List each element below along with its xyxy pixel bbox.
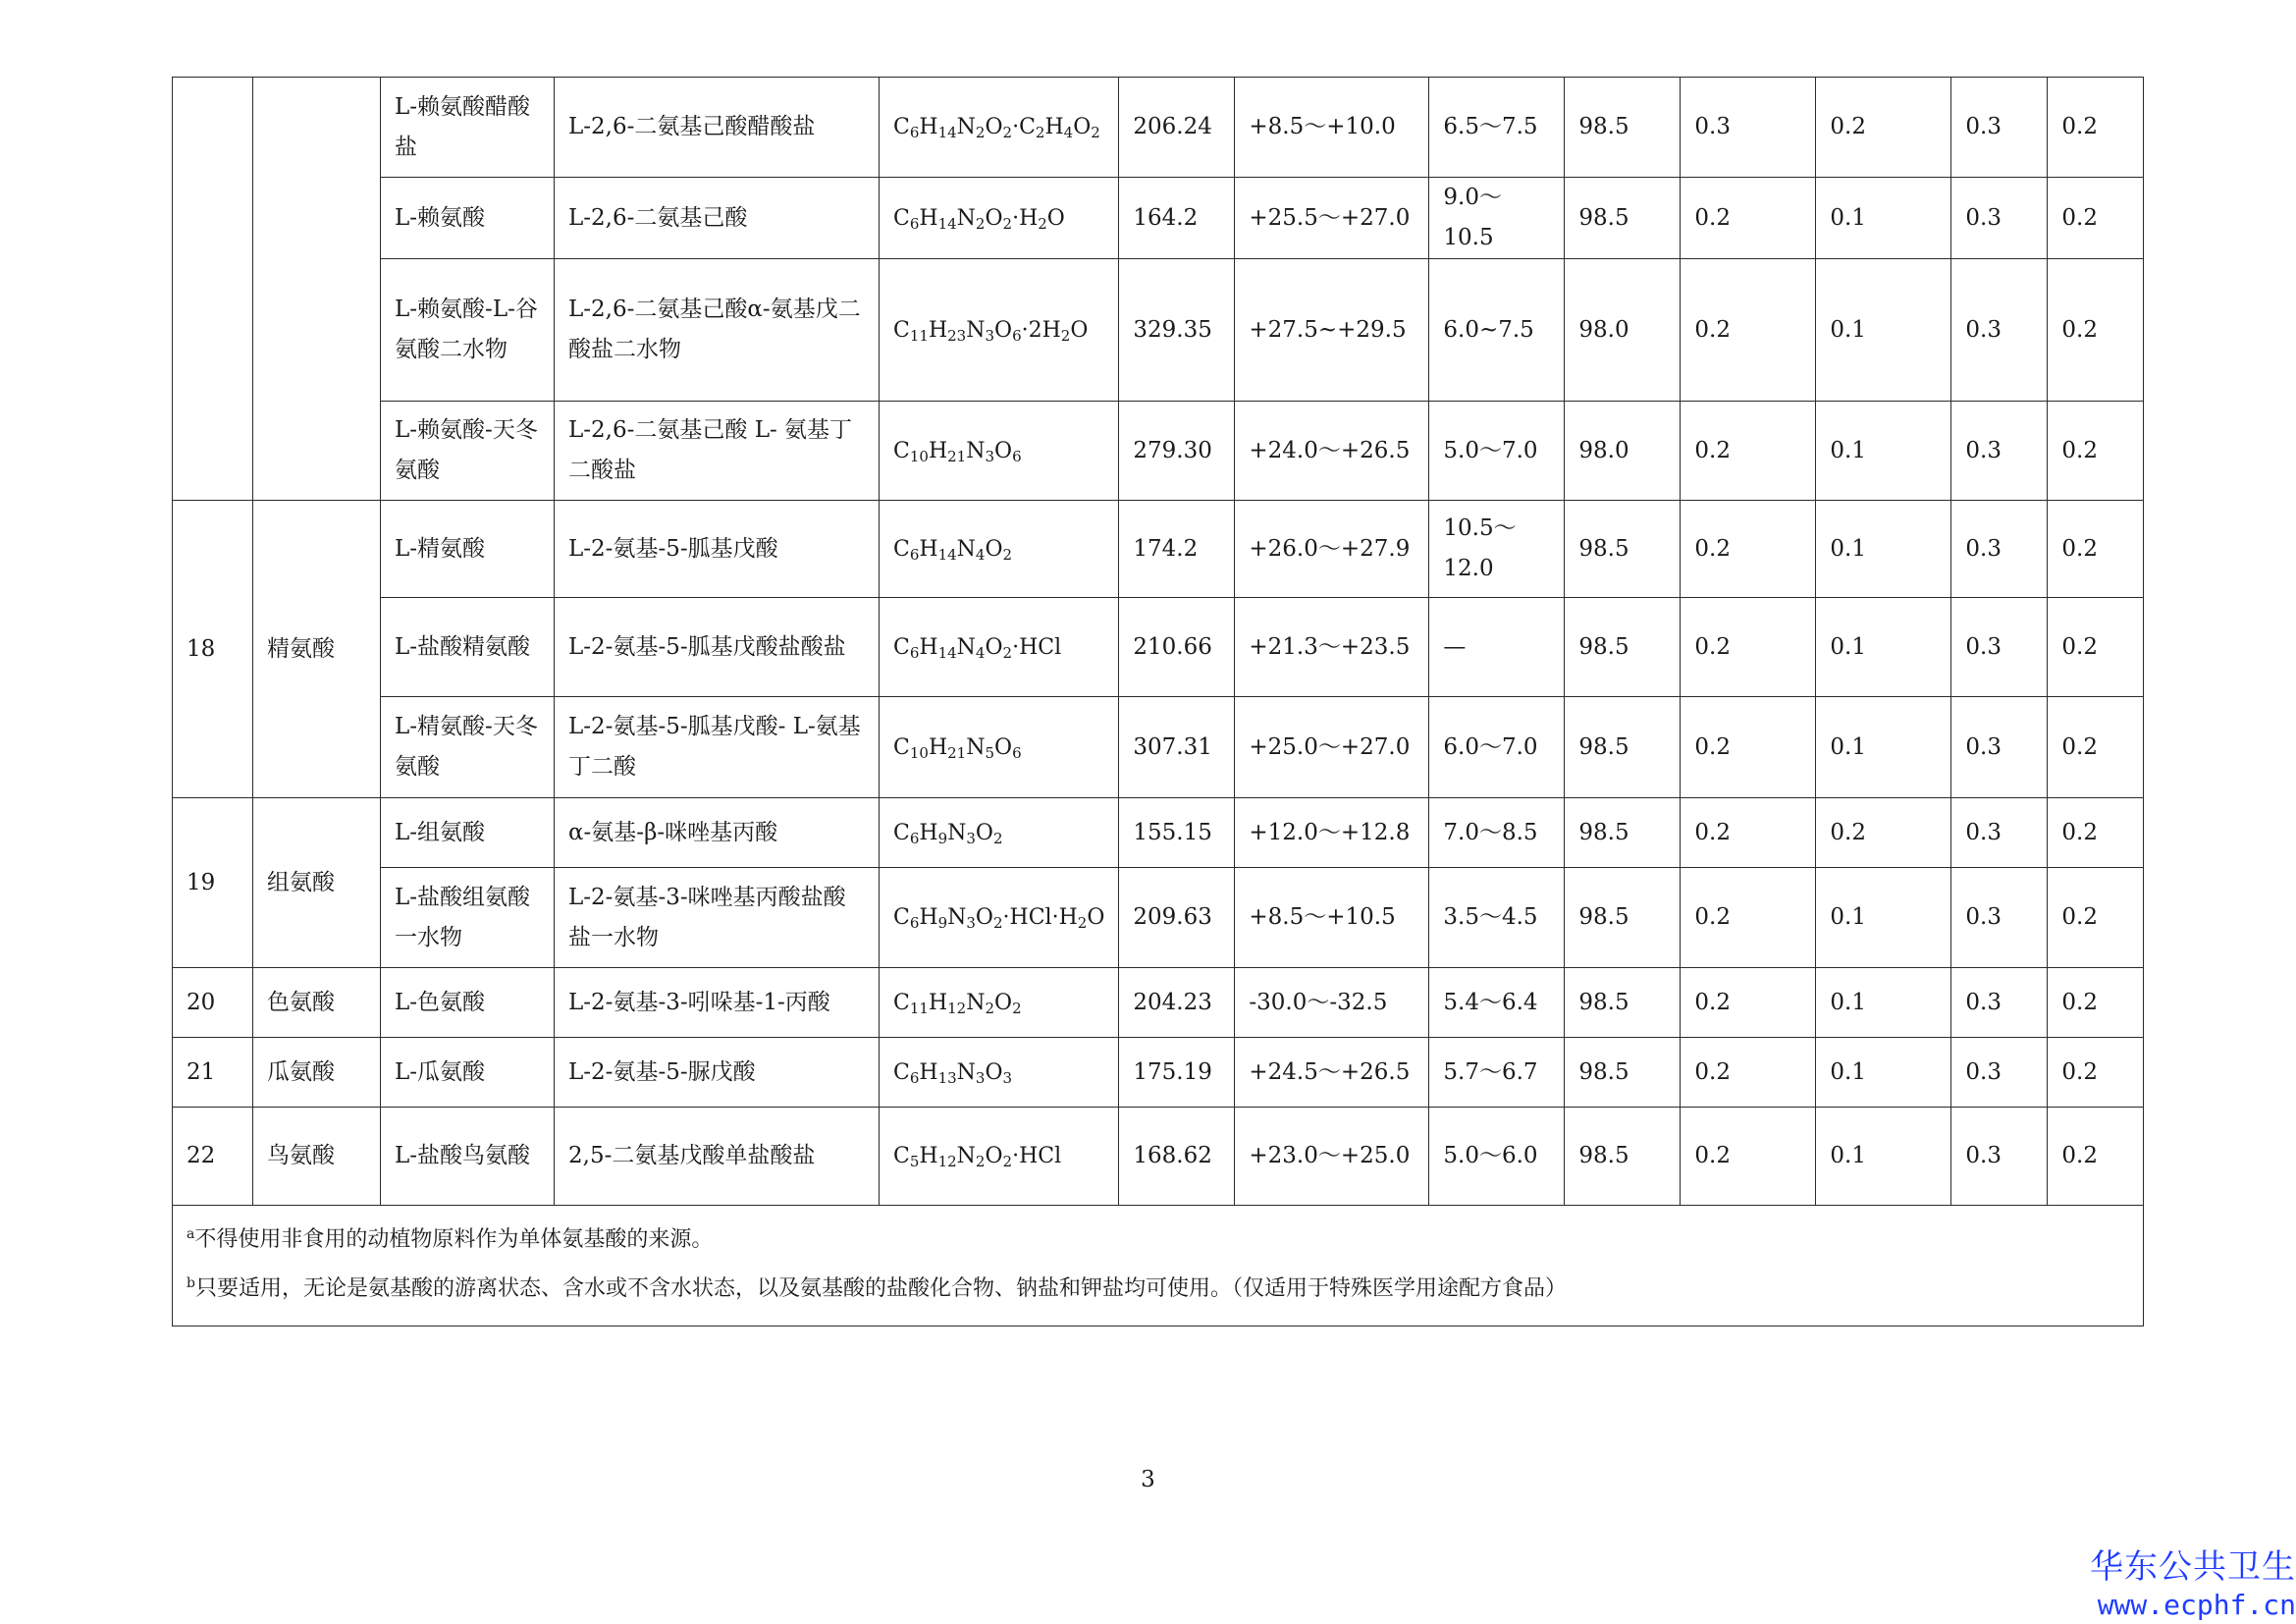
compound-name: L-赖氨酸-天冬氨酸 bbox=[381, 402, 555, 501]
watermark-url: www.ecphf.cn bbox=[2097, 1589, 2296, 1621]
specific-rotation: +24.5～+26.5 bbox=[1235, 1038, 1429, 1108]
compound-name: L-赖氨酸-L-谷氨酸二水物 bbox=[381, 259, 555, 402]
assay: 98.0 bbox=[1565, 259, 1681, 402]
formula: $C_5H_{12}N_2O_2\cdot HCl$ bbox=[880, 1108, 1119, 1206]
limit-1: 0.2 bbox=[1681, 259, 1816, 402]
limit-3: 0.3 bbox=[1951, 798, 2048, 868]
limit-1: 0.2 bbox=[1681, 968, 1816, 1038]
assay: 98.5 bbox=[1565, 78, 1681, 178]
limit-4: 0.2 bbox=[2048, 178, 2144, 259]
specific-rotation: +26.0～+27.9 bbox=[1235, 501, 1429, 598]
category-cell bbox=[253, 78, 381, 501]
chemical-name: L-2-氨基-5-胍基戊酸- L-氨基丁二酸 bbox=[555, 697, 880, 798]
limit-2: 0.1 bbox=[1816, 697, 1951, 798]
assay: 98.5 bbox=[1565, 798, 1681, 868]
limit-4: 0.2 bbox=[2048, 868, 2144, 968]
ph-range: — bbox=[1429, 598, 1565, 697]
limit-2: 0.1 bbox=[1816, 868, 1951, 968]
limit-2: 0.1 bbox=[1816, 402, 1951, 501]
limit-3: 0.3 bbox=[1951, 968, 2048, 1038]
limit-4: 0.2 bbox=[2048, 259, 2144, 402]
footnote-b-marker: b bbox=[187, 1275, 195, 1291]
limit-2: 0.2 bbox=[1816, 78, 1951, 178]
limit-2: 0.1 bbox=[1816, 1108, 1951, 1206]
specific-rotation: +24.0～+26.5 bbox=[1235, 402, 1429, 501]
footnote-cell bbox=[173, 1206, 2144, 1326]
assay: 98.5 bbox=[1565, 968, 1681, 1038]
category-cell: 鸟氨酸 bbox=[253, 1108, 381, 1206]
limit-1: 0.2 bbox=[1681, 1038, 1816, 1108]
table-row bbox=[173, 968, 2144, 1038]
limit-1: 0.2 bbox=[1681, 501, 1816, 598]
amino-acid-spec-table bbox=[172, 77, 2144, 1326]
limit-2: 0.1 bbox=[1816, 259, 1951, 402]
compound-name: L-赖氨酸醋酸盐 bbox=[381, 78, 555, 178]
limit-1: 0.2 bbox=[1681, 798, 1816, 868]
limit-4: 0.2 bbox=[2048, 1108, 2144, 1206]
limit-3: 0.3 bbox=[1951, 1038, 2048, 1108]
limit-3: 0.3 bbox=[1951, 259, 2048, 402]
formula: $C_{11}H_{23}N_3O_6\cdot 2H_2O$ bbox=[880, 259, 1119, 402]
footnote-a-marker: a bbox=[187, 1226, 195, 1242]
limit-1: 0.2 bbox=[1681, 178, 1816, 259]
formula: $C_{10}H_{21}N_3O_6$ bbox=[880, 402, 1119, 501]
chemical-name: L-2,6-二氨基己酸醋酸盐 bbox=[555, 78, 880, 178]
table-row bbox=[173, 1038, 2144, 1108]
ph-range: 5.0～7.0 bbox=[1429, 402, 1565, 501]
limit-2: 0.1 bbox=[1816, 1038, 1951, 1108]
assay: 98.5 bbox=[1565, 697, 1681, 798]
molecular-weight: 210.66 bbox=[1119, 598, 1235, 697]
limit-2: 0.1 bbox=[1816, 968, 1951, 1038]
limit-2: 0.1 bbox=[1816, 178, 1951, 259]
limit-1: 0.2 bbox=[1681, 868, 1816, 968]
specific-rotation: +8.5～+10.0 bbox=[1235, 78, 1429, 178]
footnote-a bbox=[187, 1216, 2129, 1265]
chemical-name: 2,5-二氨基戊酸单盐酸盐 bbox=[555, 1108, 880, 1206]
formula: $C_6H_{14}N_4O_2\cdot HCl$ bbox=[880, 598, 1119, 697]
category-cell: 精氨酸 bbox=[253, 501, 381, 798]
assay: 98.0 bbox=[1565, 402, 1681, 501]
chemical-name: L-2,6-二氨基己酸 L- 氨基丁二酸盐 bbox=[555, 402, 880, 501]
assay: 98.5 bbox=[1565, 178, 1681, 259]
limit-3: 0.3 bbox=[1951, 697, 2048, 798]
formula: $C_6H_{14}N_2O_2\cdot H_2O$ bbox=[880, 178, 1119, 259]
molecular-weight: 209.63 bbox=[1119, 868, 1235, 968]
compound-name: L-精氨酸 bbox=[381, 501, 555, 598]
assay: 98.5 bbox=[1565, 501, 1681, 598]
molecular-weight: 175.19 bbox=[1119, 1038, 1235, 1108]
compound-name: L-盐酸组氨酸一水物 bbox=[381, 868, 555, 968]
chemical-name: L-2-氨基-3-吲哚基-1-丙酸 bbox=[555, 968, 880, 1038]
limit-4: 0.2 bbox=[2048, 697, 2144, 798]
limit-4: 0.2 bbox=[2048, 501, 2144, 598]
limit-3: 0.3 bbox=[1951, 868, 2048, 968]
ph-range: 3.5～4.5 bbox=[1429, 868, 1565, 968]
category-cell: 组氨酸 bbox=[253, 798, 381, 968]
compound-name: L-盐酸精氨酸 bbox=[381, 598, 555, 697]
row-number-cell: 21 bbox=[173, 1038, 253, 1108]
watermark-title: 华东公共卫生 bbox=[2090, 1547, 2296, 1587]
page-number: 3 bbox=[1141, 1467, 1155, 1492]
limit-1: 0.3 bbox=[1681, 78, 1816, 178]
assay: 98.5 bbox=[1565, 868, 1681, 968]
molecular-weight: 164.2 bbox=[1119, 178, 1235, 259]
table-body bbox=[173, 78, 2144, 1326]
limit-3: 0.3 bbox=[1951, 598, 2048, 697]
limit-1: 0.2 bbox=[1681, 1108, 1816, 1206]
compound-name: L-组氨酸 bbox=[381, 798, 555, 868]
table-row bbox=[173, 798, 2144, 868]
molecular-weight: 307.31 bbox=[1119, 697, 1235, 798]
ph-range: 10.5～12.0 bbox=[1429, 501, 1565, 598]
specific-rotation: +23.0～+25.0 bbox=[1235, 1108, 1429, 1206]
chemical-name: α-氨基-β-咪唑基丙酸 bbox=[555, 798, 880, 868]
row-number-cell: 20 bbox=[173, 968, 253, 1038]
compound-name: L-色氨酸 bbox=[381, 968, 555, 1038]
limit-4: 0.2 bbox=[2048, 1038, 2144, 1108]
ph-range: 7.0～8.5 bbox=[1429, 798, 1565, 868]
table-row bbox=[173, 501, 2144, 598]
compound-name: L-精氨酸-天冬氨酸 bbox=[381, 697, 555, 798]
ph-range: 6.5～7.5 bbox=[1429, 78, 1565, 178]
row-number-cell: 22 bbox=[173, 1108, 253, 1206]
chemical-name: L-2-氨基-3-咪唑基丙酸盐酸盐一水物 bbox=[555, 868, 880, 968]
category-cell: 瓜氨酸 bbox=[253, 1038, 381, 1108]
footnote-row bbox=[173, 1206, 2144, 1326]
watermark bbox=[2090, 1545, 2296, 1622]
compound-name: L-盐酸鸟氨酸 bbox=[381, 1108, 555, 1206]
table-row bbox=[173, 697, 2144, 798]
specific-rotation: +21.3～+23.5 bbox=[1235, 598, 1429, 697]
table-row bbox=[173, 1108, 2144, 1206]
molecular-weight: 155.15 bbox=[1119, 798, 1235, 868]
chemical-name: L-2,6-二氨基己酸 bbox=[555, 178, 880, 259]
molecular-weight: 279.30 bbox=[1119, 402, 1235, 501]
limit-3: 0.3 bbox=[1951, 402, 2048, 501]
limit-4: 0.2 bbox=[2048, 798, 2144, 868]
formula: $C_6H_{13}N_3O_3$ bbox=[880, 1038, 1119, 1108]
ph-range: 9.0～10.5 bbox=[1429, 178, 1565, 259]
ph-range: 6.0～7.0 bbox=[1429, 697, 1565, 798]
limit-2: 0.1 bbox=[1816, 598, 1951, 697]
limit-1: 0.2 bbox=[1681, 402, 1816, 501]
specific-rotation: +27.5~+29.5 bbox=[1235, 259, 1429, 402]
ph-range: 5.4～6.4 bbox=[1429, 968, 1565, 1038]
formula: $C_6H_{14}N_4O_2$ bbox=[880, 501, 1119, 598]
specific-rotation: -30.0～-32.5 bbox=[1235, 968, 1429, 1038]
ph-range: 6.0~7.5 bbox=[1429, 259, 1565, 402]
row-number-cell: 18 bbox=[173, 501, 253, 798]
formula: $C_6H_9N_3O_2\cdot HCl\cdot H_2O$ bbox=[880, 868, 1119, 968]
formula: $C_6H_9N_3O_2$ bbox=[880, 798, 1119, 868]
row-number-cell bbox=[173, 78, 253, 501]
table-row bbox=[173, 598, 2144, 697]
limit-4: 0.2 bbox=[2048, 402, 2144, 501]
formula: $C_6H_{14}N_2O_2\cdot C_2H_4O_2$ bbox=[880, 78, 1119, 178]
footnote-a-text: 不得使用非食用的动植物原料作为单体氨基酸的来源。 bbox=[194, 1227, 714, 1252]
table-row bbox=[173, 78, 2144, 178]
footnote-b-text: 只要适用，无论是氨基酸的游离状态、含水或不含水状态，以及氨基酸的盐酸化合物、钠盐和钾盐均可使用。（仅适用于特殊医学用途配方食品） bbox=[194, 1276, 1567, 1301]
ph-range: 5.0～6.0 bbox=[1429, 1108, 1565, 1206]
compound-name: L-赖氨酸 bbox=[381, 178, 555, 259]
assay: 98.5 bbox=[1565, 1108, 1681, 1206]
molecular-weight: 174.2 bbox=[1119, 501, 1235, 598]
limit-2: 0.1 bbox=[1816, 501, 1951, 598]
specific-rotation: +8.5～+10.5 bbox=[1235, 868, 1429, 968]
limit-4: 0.2 bbox=[2048, 968, 2144, 1038]
chemical-name: L-2-氨基-5-胍基戊酸 bbox=[555, 501, 880, 598]
molecular-weight: 204.23 bbox=[1119, 968, 1235, 1038]
limit-2: 0.2 bbox=[1816, 798, 1951, 868]
molecular-weight: 168.62 bbox=[1119, 1108, 1235, 1206]
limit-3: 0.3 bbox=[1951, 1108, 2048, 1206]
specific-rotation: +25.5～+27.0 bbox=[1235, 178, 1429, 259]
table-row bbox=[173, 259, 2144, 402]
formula: $C_{11}H_{12}N_2O_2$ bbox=[880, 968, 1119, 1038]
chemical-name: L-2,6-二氨基己酸α-氨基戊二酸盐二水物 bbox=[555, 259, 880, 402]
category-cell: 色氨酸 bbox=[253, 968, 381, 1038]
limit-4: 0.2 bbox=[2048, 78, 2144, 178]
table-row bbox=[173, 868, 2144, 968]
assay: 98.5 bbox=[1565, 1038, 1681, 1108]
formula: $C_{10}H_{21}N_5O_6$ bbox=[880, 697, 1119, 798]
row-number-cell: 19 bbox=[173, 798, 253, 968]
chemical-name: L-2-氨基-5-胍基戊酸盐酸盐 bbox=[555, 598, 880, 697]
table-row bbox=[173, 402, 2144, 501]
limit-1: 0.2 bbox=[1681, 598, 1816, 697]
chemical-name: L-2-氨基-5-脲戊酸 bbox=[555, 1038, 880, 1108]
specific-rotation: +12.0～+12.8 bbox=[1235, 798, 1429, 868]
limit-3: 0.3 bbox=[1951, 78, 2048, 178]
molecular-weight: 206.24 bbox=[1119, 78, 1235, 178]
assay: 98.5 bbox=[1565, 598, 1681, 697]
molecular-weight: 329.35 bbox=[1119, 259, 1235, 402]
limit-3: 0.3 bbox=[1951, 501, 2048, 598]
limit-1: 0.2 bbox=[1681, 697, 1816, 798]
table-row bbox=[173, 178, 2144, 259]
limit-3: 0.3 bbox=[1951, 178, 2048, 259]
footnote-b bbox=[187, 1265, 2129, 1314]
ph-range: 5.7～6.7 bbox=[1429, 1038, 1565, 1108]
compound-name: L-瓜氨酸 bbox=[381, 1038, 555, 1108]
specific-rotation: +25.0～+27.0 bbox=[1235, 697, 1429, 798]
limit-4: 0.2 bbox=[2048, 598, 2144, 697]
